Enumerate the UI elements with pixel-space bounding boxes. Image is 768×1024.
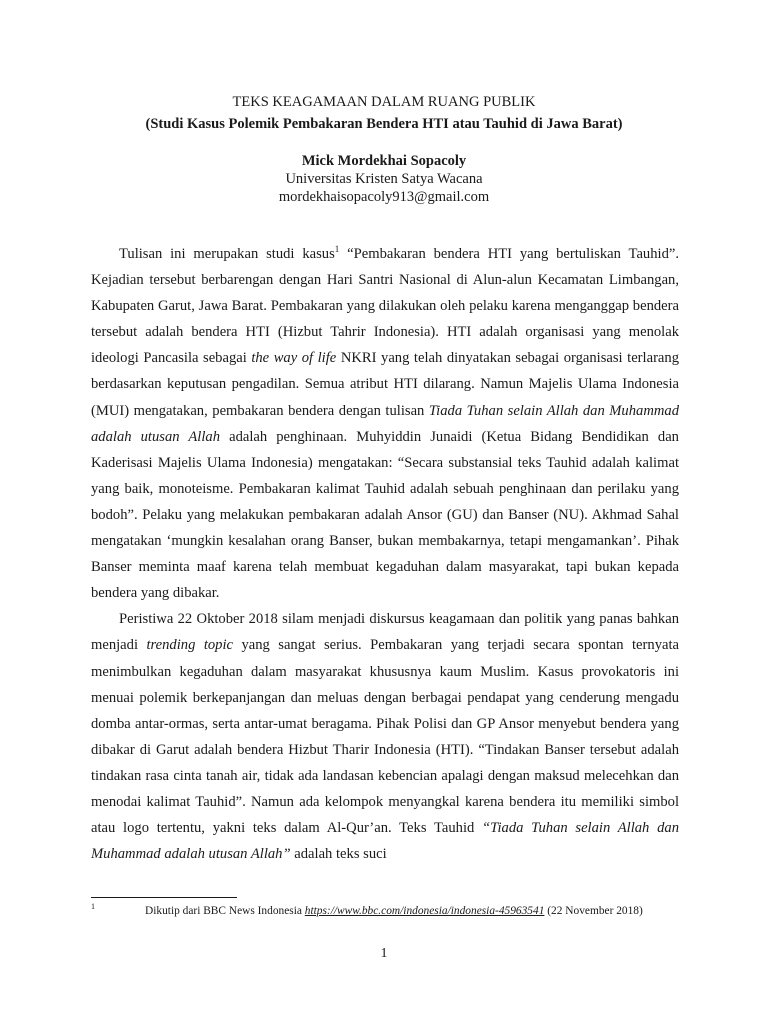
footnote-text: Dikutip dari BBC News Indonesia — [145, 905, 305, 917]
paragraph-1-italic-a: the way of life — [251, 350, 337, 367]
paragraph-1-text-d: adalah penghinaan. Muhyiddin Junaidi (Ketua Bidang Bendidikan dan Kaderisasi Majelis Ulama Indonesia) mengatakan: “Secara substansial teks Tauhid adalah kalimat yang baik, monoteisme. Pembakaran kalimat Tauhid adalah sebuah penghinaan dan perilaku yang bodoh”. Pelaku yang melakukan pembakaran adalah Ansor (GU) dan Banser (NU). Akhmad Sahal mengatakan ‘mungkin kesalahan orang Banser, bukan membakarnya, tetapi mengamankan’. Pihak Banser meminta maaf karena telah membuat kegaduhan dalam masyarakat, tapi bukan kepada bendera yang dibakar. — [91, 428, 679, 602]
paragraph-1-text-a: Tulisan ini merupakan studi kasus — [119, 246, 335, 262]
paragraph-1 — [91, 241, 679, 606]
paragraph-2-text-a: Peristiwa 22 Oktober 2018 silam menjadi diskursus keagamaan dan politik yang panas bahkan menjadi — [91, 611, 679, 654]
footnote-link[interactable]: https://www.bbc.com/indonesia/indonesia-45963541 — [304, 905, 545, 917]
document-subtitle: (Studi Kasus Polemik Pembakaran Bendera HTI atau Tauhid di Jawa Barat) — [145, 116, 623, 132]
paragraph-2-italic-a: trending topic — [146, 637, 234, 654]
paragraph-2-italic-b: “Tiada Tuhan selain Allah dan Muhammad adalah utusan Allah” — [91, 820, 679, 863]
author-affiliation: Universitas Kristen Satya Wacana — [285, 171, 483, 187]
body-text — [91, 241, 679, 867]
footnote-separator — [91, 897, 237, 898]
footnote: 1 Dikutip dari BBC News Indonesia https://www.bbc.com/indonesia/indonesia-45963541 (22 November 2018) — [91, 902, 643, 917]
paragraph-1-italic-b: Tiada Tuhan selain Allah dan Muhammad adalah utusan Allah — [91, 402, 679, 445]
page-number: 1 — [380, 946, 388, 961]
paragraph-1-text-c: NKRI yang telah dinyatakan sebagai organisasi terlarang berdasarkan keputusan pengadilan. Semua atribut HTI dilarang. Namun Majelis Ulama Indonesia (MUI) mengatakan, pembakaran bendera dengan tulisan — [91, 350, 679, 419]
paragraph-1-text-b: “Pembakaran bendera HTI yang bertuliskan Tauhid”. Kejadian tersebut berbarengan dengan Hari Santri Nasional di Alun-alun Kecamatan Limbangan, Kabupaten Garut, Jawa Barat. Pembakaran yang dilakukan oleh pelaku karena menganggap bendera tersebut adalah bendera HTI (Hizbut Tahrir Indonesia). HTI adalah organisasi yang menolak ideologi Pancasila sebagai — [91, 246, 680, 367]
paragraph-2 — [91, 606, 679, 867]
footnote-reference[interactable]: 1 — [334, 244, 340, 255]
footnote-date: (22 November 2018) — [544, 905, 643, 917]
paragraph-2-text-c: adalah teks suci — [290, 846, 387, 863]
author-name: Mick Mordekhai Sopacoly — [301, 153, 467, 169]
paragraph-2-text-b: yang sangat serius. Pembakaran yang terjadi secara spontan ternyata menimbulkan kegaduhan dalam masyarakat khususnya kaum Muslim. Kasus provokatoris ini menuai polemik berkepanjangan dan meluas dengan berbagai pendapat yang cenderung mengadu domba antar-ormas, serta antar-umat beragama. Pihak Polisi dan GP Ansor menyebut bendera yang dibakar di Garut adalah bendera Hizbut Tharir Indonesia (HTI). “Tindakan Banser tersebut adalah tindakan rasa cinta tanah air, tidak ada landasan kebencian apalagi dengan maksud melecehkan dan menodai kalimat Tauhid”. Namun ada kelompok menyangkal karena bendera itu memiliki simbol atau logo tertentu, yakni teks dalam Al-Qur’an. Teks Tauhid — [91, 637, 679, 837]
author-email: mordekhaisopacoly913@gmail.com — [278, 189, 490, 205]
document-title: TEKS KEAGAMAAN DALAM RUANG PUBLIK — [232, 94, 536, 110]
